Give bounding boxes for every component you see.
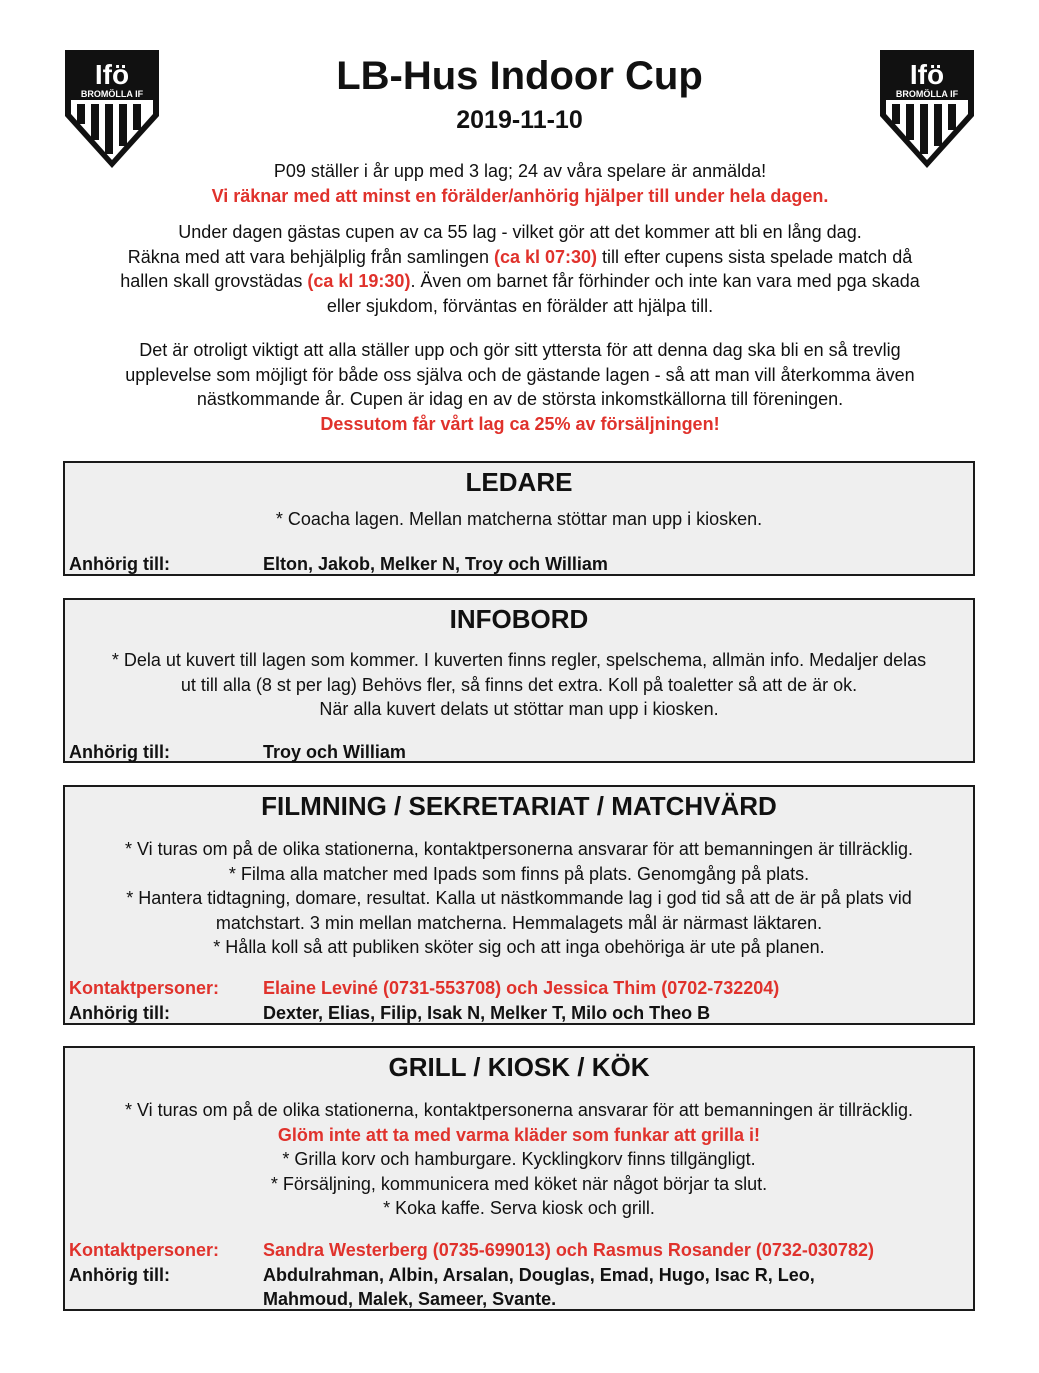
intro-line: eller sjukdom, förväntas en förälder att hjälpa till.	[326, 295, 714, 316]
logo-subtext: BROMÖLLA IF	[895, 89, 959, 99]
intro-highlight: Vi räknar med att minst en förälder/anhörig hjälper till under hela dagen.	[211, 185, 829, 206]
task-line: * Hålla koll så att publiken sköter sig och att inga obehöriga är ute på planen.	[213, 937, 825, 957]
contacts-label: Kontaktpersoner:	[69, 978, 220, 998]
section-description	[65, 507, 973, 532]
page-title: LB-Hus Indoor Cup	[336, 54, 703, 98]
intro-text: hallen skall grovstädas	[120, 271, 308, 291]
logo-text: Ifö	[94, 59, 130, 90]
intro-paragraph-2	[60, 220, 980, 318]
intro-paragraph-1	[60, 159, 980, 208]
relatives-label: Anhörig till:	[69, 742, 170, 762]
intro-text: Räkna med att vara behjälplig från samlingen	[127, 246, 494, 267]
intro-highlight: Dessutom får vårt lag ca 25% av försäljningen!	[320, 413, 720, 434]
section-filmning	[63, 785, 975, 1025]
section-title: INFOBORD	[449, 604, 589, 634]
relatives-line: Abdulrahman, Albin, Arsalan, Douglas, Emad, Hugo, Isac R, Leo,	[263, 1265, 815, 1285]
intro-line	[60, 269, 980, 294]
relatives-label: Anhörig till:	[69, 1265, 170, 1285]
contacts-value: Elaine Leviné (0731-553708) och Jessica Thim (0702-732204)	[263, 978, 780, 998]
intro-text: till efter cupens sista spelade match då	[597, 246, 913, 267]
relatives-value: Dexter, Elias, Filip, Isak N, Melker T, Milo och Theo B	[263, 1003, 711, 1023]
intro-line: nästkommande år. Cupen är idag en av de största inkomstkällorna till föreningen.	[196, 389, 844, 409]
task-line: * Koka kaffe. Serva kiosk och grill.	[383, 1198, 655, 1218]
gathering-time: (ca kl 07:30)	[493, 246, 598, 267]
section-description	[65, 837, 973, 960]
relatives-line: Mahmoud, Malek, Sameer, Svante.	[263, 1289, 557, 1309]
intro-line	[60, 245, 980, 270]
section-infobord	[63, 598, 975, 763]
intro-line: Under dagen gästas cupen av ca 55 lag - vilket gör att det kommer att bli en lång dag.	[178, 222, 862, 242]
intro-line: Det är otroligt viktigt att alla ställer upp och gör sitt yttersta för att denna dag ska bli en så trevlig	[139, 340, 901, 360]
cleanup-time: (ca kl 19:30)	[307, 271, 411, 291]
section-grill	[63, 1046, 975, 1311]
intro-text: . Även om barnet får förhinder och inte kan vara med pga skada	[410, 271, 920, 291]
task-line: ut till alla (8 st per lag) Behövs fler, så finns det extra. Koll på toaletter så att de är ok.	[180, 674, 858, 695]
task-line: matchstart. 3 min mellan matcherna. Hemmalagets mål är närmast läktaren.	[215, 912, 823, 933]
intro-paragraph-3	[60, 338, 980, 436]
relatives-value	[263, 1263, 969, 1311]
section-title: GRILL / KIOSK / KÖK	[388, 1052, 650, 1082]
intro-line: upplevelse som möjligt för både oss själva och de gästande lagen - så att man vill återkomma även	[125, 364, 915, 385]
task-line: * Hantera tidtagning, domare, resultat. Kalla ut nästkommande lag i god tid så att de är på plats vid	[126, 888, 912, 908]
task-line: * Grilla korv och hamburgare. Kycklingkorv finns tillgängligt.	[282, 1149, 756, 1169]
section-title: FILMNING / SEKRETARIAT / MATCHVÄRD	[261, 791, 777, 821]
relatives-label: Anhörig till:	[69, 554, 170, 574]
relatives-value: Elton, Jakob, Melker N, Troy och William	[263, 554, 608, 574]
section-ledare	[63, 461, 975, 576]
warm-clothes-reminder: Glöm inte att ta med varma kläder som funkar att grilla i!	[277, 1124, 761, 1145]
section-title: LEDARE	[465, 467, 573, 497]
task-line: * Vi turas om på de olika stationerna, kontaktpersonerna ansvarar för att bemanningen är tillräcklig.	[124, 1100, 914, 1120]
task-line: * Dela ut kuvert till lagen som kommer. I kuverten finns regler, spelschema, allmän info. Medaljer delas	[111, 650, 927, 670]
logo-subtext: BROMÖLLA IF	[80, 89, 144, 99]
task-line: * Försäljning, kommunicera med köket när något börjar ta slut.	[270, 1173, 768, 1194]
task-line: * Vi turas om på de olika stationerna, kontaktpersonerna ansvarar för att bemanningen är tillräcklig.	[124, 839, 914, 859]
task-line: * Filma alla matcher med Ipads som finns på plats. Genomgång på plats.	[228, 863, 810, 884]
event-date: 2019-11-10	[456, 106, 583, 134]
logo-text: Ifö	[909, 59, 945, 90]
task-line: * Coacha lagen. Mellan matcherna stöttar man upp i kiosken.	[275, 509, 763, 529]
task-line: När alla kuvert delats ut stöttar man upp i kiosken.	[319, 699, 719, 719]
section-description	[65, 1098, 973, 1221]
relatives-label: Anhörig till:	[69, 1003, 170, 1023]
contacts-label: Kontaktpersoner:	[69, 1240, 220, 1260]
section-description	[65, 648, 973, 722]
contacts-value: Sandra Westerberg (0735-699013) och Rasmus Rosander (0732-030782)	[263, 1240, 874, 1260]
relatives-value: Troy och William	[263, 742, 406, 762]
intro-line: P09 ställer i år upp med 3 lag; 24 av våra spelare är anmälda!	[273, 161, 767, 181]
